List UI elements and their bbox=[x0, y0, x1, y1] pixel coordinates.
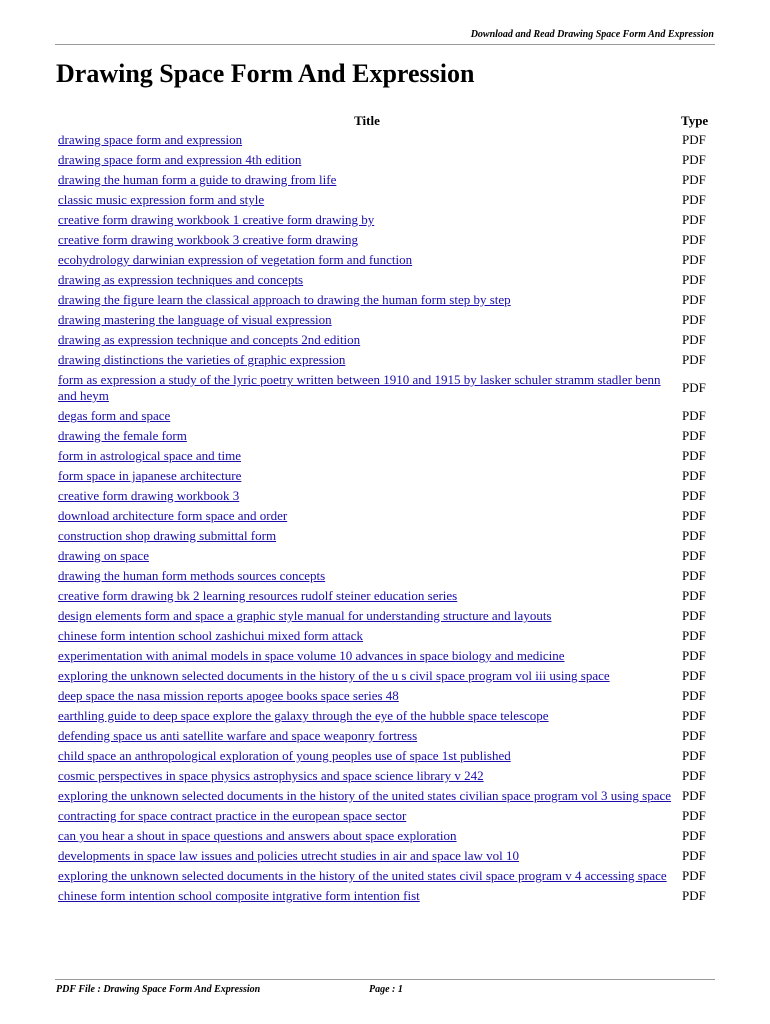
title-cell bbox=[56, 526, 678, 546]
document-link[interactable]: form as expression a study of the lyric poetry written between 1910 and 1915 by lasker schuler stramm stadler benn and heym bbox=[58, 372, 661, 403]
title-cell bbox=[56, 210, 678, 230]
table-row bbox=[56, 866, 716, 886]
table-row bbox=[56, 786, 716, 806]
title-cell bbox=[56, 426, 678, 446]
document-link[interactable]: drawing the female form bbox=[58, 428, 187, 443]
document-link[interactable]: drawing distinctions the varieties of graphic expression bbox=[58, 352, 346, 367]
table-row bbox=[56, 330, 716, 350]
document-link[interactable]: ecohydrology darwinian expression of vegetation form and function bbox=[58, 252, 413, 267]
title-cell bbox=[56, 886, 678, 906]
table-row bbox=[56, 506, 716, 526]
type-cell: PDF bbox=[682, 352, 706, 367]
title-cell bbox=[56, 290, 678, 310]
document-link[interactable]: classic music expression form and style bbox=[58, 192, 265, 207]
title-cell bbox=[56, 846, 678, 866]
type-cell: PDF bbox=[682, 448, 706, 463]
title-cell bbox=[56, 726, 678, 746]
document-link[interactable]: drawing on space bbox=[58, 548, 149, 563]
title-cell bbox=[56, 170, 678, 190]
table-row bbox=[56, 310, 716, 330]
title-cell bbox=[56, 566, 678, 586]
column-header-type: Type bbox=[681, 112, 709, 128]
footer-file-label: PDF File : Drawing Space Form And Expression bbox=[56, 984, 261, 995]
table-row bbox=[56, 426, 716, 446]
title-cell bbox=[56, 766, 678, 786]
type-cell: PDF bbox=[682, 768, 706, 783]
title-cell bbox=[56, 130, 678, 150]
table-row bbox=[56, 586, 716, 606]
document-link[interactable]: defending space us anti satellite warfare and space weaponry fortress bbox=[58, 728, 418, 743]
type-cell: PDF bbox=[682, 708, 706, 723]
table-row bbox=[56, 646, 716, 666]
document-link[interactable]: drawing as expression technique and concepts 2nd edition bbox=[58, 332, 361, 347]
table-row bbox=[56, 486, 716, 506]
document-list-table bbox=[56, 111, 716, 906]
document-title: Drawing Space Form And Expression bbox=[56, 59, 475, 88]
type-cell: PDF bbox=[682, 272, 706, 287]
document-link[interactable]: developments in space law issues and policies utrecht studies in air and space law vol 10 bbox=[58, 848, 520, 863]
title-cell bbox=[56, 250, 678, 270]
type-cell: PDF bbox=[682, 132, 706, 147]
table-row bbox=[56, 546, 716, 566]
type-cell: PDF bbox=[682, 668, 706, 683]
document-link[interactable]: construction shop drawing submittal form bbox=[58, 528, 277, 543]
table-row bbox=[56, 626, 716, 646]
type-cell: PDF bbox=[682, 488, 706, 503]
table-row bbox=[56, 606, 716, 626]
type-cell: PDF bbox=[682, 728, 706, 743]
type-cell: PDF bbox=[682, 428, 706, 443]
title-cell bbox=[56, 330, 678, 350]
type-cell: PDF bbox=[682, 380, 706, 395]
table-row bbox=[56, 170, 716, 190]
title-cell bbox=[56, 150, 678, 170]
type-cell: PDF bbox=[682, 292, 706, 307]
table-row bbox=[56, 526, 716, 546]
document-link[interactable]: exploring the unknown selected documents in the history of the united states civilian space program vol 3 using space bbox=[58, 788, 672, 803]
type-cell: PDF bbox=[682, 192, 706, 207]
type-cell: PDF bbox=[682, 408, 706, 423]
table-row bbox=[56, 666, 716, 686]
type-cell: PDF bbox=[682, 548, 706, 563]
type-cell: PDF bbox=[682, 568, 706, 583]
document-link[interactable]: drawing mastering the language of visual expression bbox=[58, 312, 332, 327]
title-cell bbox=[56, 786, 678, 806]
type-cell: PDF bbox=[682, 688, 706, 703]
title-cell bbox=[56, 666, 678, 686]
title-cell bbox=[56, 746, 678, 766]
document-link[interactable]: degas form and space bbox=[58, 408, 171, 423]
table-row bbox=[56, 290, 716, 310]
table-body bbox=[56, 130, 716, 906]
document-link[interactable]: earthling guide to deep space explore the galaxy through the eye of the hubble space telescope bbox=[58, 708, 549, 723]
document-link[interactable]: drawing space form and expression 4th edition bbox=[58, 152, 302, 167]
document-link[interactable]: child space an anthropological exploration of young peoples use of space 1st published bbox=[58, 748, 511, 763]
title-cell bbox=[56, 706, 678, 726]
document-link[interactable]: exploring the unknown selected documents in the history of the united states civil space program v 4 accessing space bbox=[58, 868, 667, 883]
footer-page-number: Page : 1 bbox=[369, 984, 403, 995]
title-cell bbox=[56, 686, 678, 706]
document-link[interactable]: drawing as expression techniques and concepts bbox=[58, 272, 304, 287]
table-row bbox=[56, 446, 716, 466]
document-link[interactable]: creative form drawing workbook 3 bbox=[58, 488, 240, 503]
title-cell bbox=[56, 866, 678, 886]
document-link[interactable]: chinese form intention school composite intgrative form intention fist bbox=[58, 888, 420, 903]
document-link[interactable]: design elements form and space a graphic style manual for understanding structure and layouts bbox=[58, 608, 552, 623]
table-row bbox=[56, 250, 716, 270]
table-row bbox=[56, 466, 716, 486]
title-cell bbox=[56, 370, 678, 406]
title-cell bbox=[56, 270, 678, 290]
page-header: Download and Read Drawing Space Form And Expression bbox=[470, 29, 714, 40]
title-cell bbox=[56, 486, 678, 506]
type-cell: PDF bbox=[682, 468, 706, 483]
title-cell bbox=[56, 230, 678, 250]
document-link[interactable]: experimentation with animal models in space volume 10 advances in space biology and medicine bbox=[58, 648, 565, 663]
table-row bbox=[56, 826, 716, 846]
table-row bbox=[56, 726, 716, 746]
type-cell: PDF bbox=[682, 868, 706, 883]
table-row bbox=[56, 270, 716, 290]
table-row bbox=[56, 130, 716, 150]
table-row bbox=[56, 566, 716, 586]
document-link[interactable]: form space in japanese architecture bbox=[58, 468, 242, 483]
title-cell bbox=[56, 310, 678, 330]
type-cell: PDF bbox=[682, 808, 706, 823]
type-cell: PDF bbox=[682, 152, 706, 167]
document-link[interactable]: exploring the unknown selected documents in the history of the u s civil space program vol iii using space bbox=[58, 668, 610, 683]
table-row bbox=[56, 150, 716, 170]
table-row bbox=[56, 350, 716, 370]
document-link[interactable]: drawing the figure learn the classical approach to drawing the human form step by step bbox=[58, 292, 511, 307]
title-cell bbox=[56, 626, 678, 646]
type-cell: PDF bbox=[682, 588, 706, 603]
title-cell bbox=[56, 606, 678, 626]
document-link[interactable]: can you hear a shout in space questions and answers about space exploration bbox=[58, 828, 457, 843]
title-cell bbox=[56, 406, 678, 426]
type-cell: PDF bbox=[682, 748, 706, 763]
document-link[interactable]: drawing the human form a guide to drawing from life bbox=[58, 172, 337, 187]
type-cell: PDF bbox=[682, 828, 706, 843]
document-link[interactable]: chinese form intention school zashichui mixed form attack bbox=[58, 628, 364, 643]
type-cell: PDF bbox=[682, 312, 706, 327]
title-cell bbox=[56, 806, 678, 826]
document-link[interactable]: creative form drawing workbook 1 creative form drawing by bbox=[58, 212, 375, 227]
table-row bbox=[56, 686, 716, 706]
type-cell: PDF bbox=[682, 888, 706, 903]
table-row bbox=[56, 406, 716, 426]
table-row bbox=[56, 230, 716, 250]
table-row bbox=[56, 190, 716, 210]
type-cell: PDF bbox=[682, 332, 706, 347]
type-cell: PDF bbox=[682, 172, 706, 187]
table-row bbox=[56, 370, 716, 406]
column-header-title: Title bbox=[354, 112, 380, 128]
table-row bbox=[56, 806, 716, 826]
table-row bbox=[56, 706, 716, 726]
type-cell: PDF bbox=[682, 252, 706, 267]
table-row bbox=[56, 886, 716, 906]
document-link[interactable]: creative form drawing bk 2 learning resources rudolf steiner education series bbox=[58, 588, 458, 603]
document-link[interactable]: cosmic perspectives in space physics astrophysics and space science library v 242 bbox=[58, 768, 484, 783]
title-cell bbox=[56, 466, 678, 486]
type-cell: PDF bbox=[682, 628, 706, 643]
type-cell: PDF bbox=[682, 648, 706, 663]
type-cell: PDF bbox=[682, 508, 706, 523]
title-cell bbox=[56, 546, 678, 566]
type-cell: PDF bbox=[682, 608, 706, 623]
type-cell: PDF bbox=[682, 232, 706, 247]
table-row bbox=[56, 746, 716, 766]
document-link[interactable]: drawing space form and expression bbox=[58, 132, 243, 147]
header-divider bbox=[55, 44, 715, 45]
document-link[interactable]: deep space the nasa mission reports apogee books space series 48 bbox=[58, 688, 399, 703]
type-cell: PDF bbox=[682, 848, 706, 863]
title-cell bbox=[56, 646, 678, 666]
document-link[interactable]: creative form drawing workbook 3 creative form drawing bbox=[58, 232, 358, 247]
document-link[interactable]: download architecture form space and order bbox=[58, 508, 288, 523]
document-link[interactable]: form in astrological space and time bbox=[58, 448, 242, 463]
title-cell bbox=[56, 350, 678, 370]
title-cell bbox=[56, 506, 678, 526]
title-cell bbox=[56, 190, 678, 210]
type-cell: PDF bbox=[682, 212, 706, 227]
type-cell: PDF bbox=[682, 528, 706, 543]
table-row bbox=[56, 766, 716, 786]
title-cell bbox=[56, 586, 678, 606]
footer-divider bbox=[55, 979, 715, 980]
title-cell bbox=[56, 446, 678, 466]
type-cell: PDF bbox=[682, 788, 706, 803]
table-row bbox=[56, 210, 716, 230]
document-link[interactable]: contracting for space contract practice in the european space sector bbox=[58, 808, 407, 823]
table-header-row bbox=[56, 111, 716, 130]
title-cell bbox=[56, 826, 678, 846]
table-row bbox=[56, 846, 716, 866]
document-link[interactable]: drawing the human form methods sources concepts bbox=[58, 568, 326, 583]
